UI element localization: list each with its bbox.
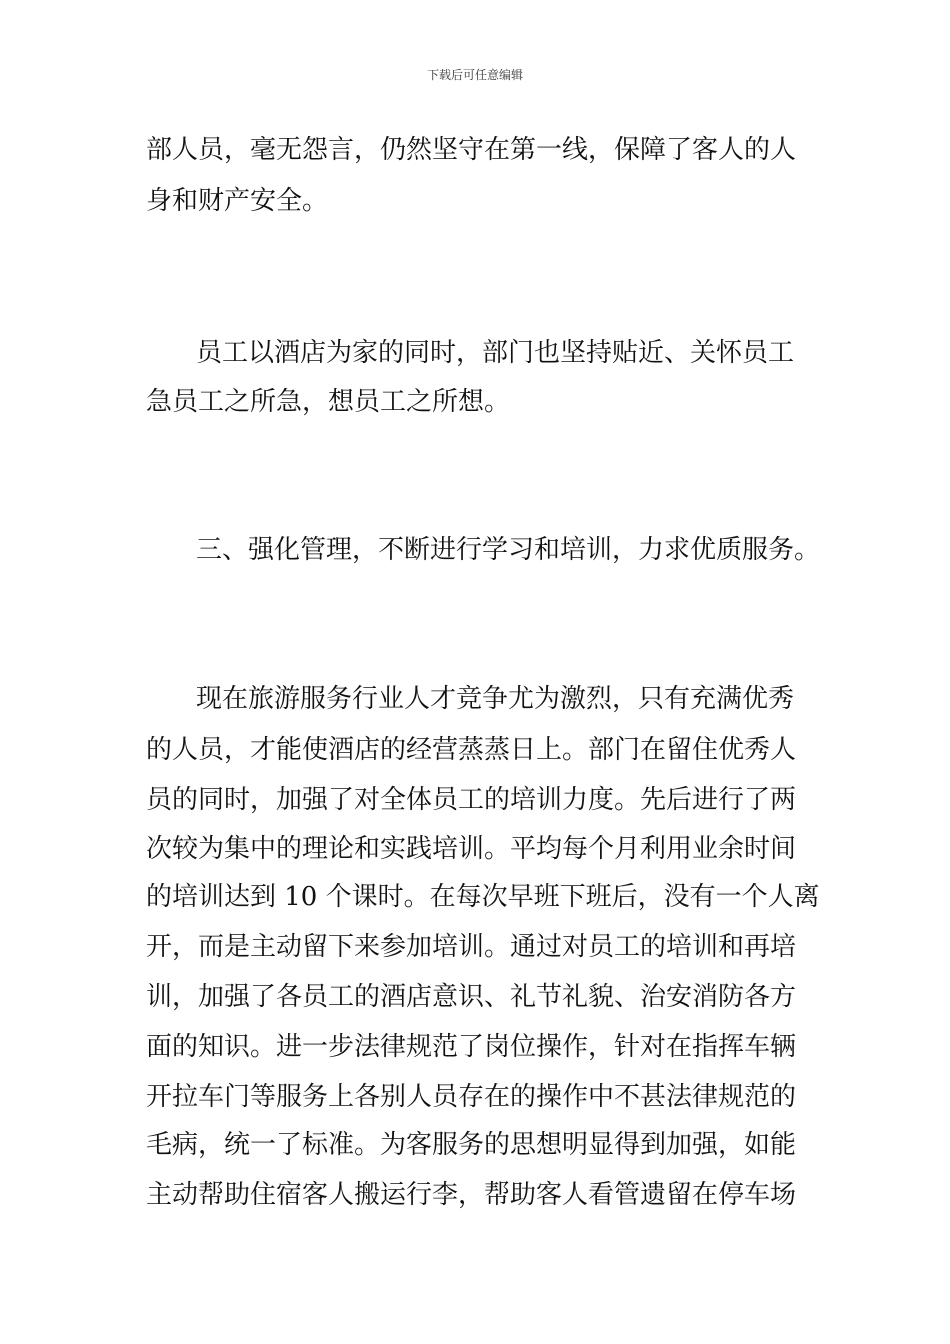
paragraph-4-line-1: 现在旅游服务行业人才竞争尤为激烈，只有充满优秀 — [196, 684, 795, 714]
page-header-note: 下载后可任意编辑 — [426, 68, 523, 82]
paragraph-4-line-9: 开拉车门等服务上各别人员存在的操作中不甚法律规范的 — [146, 1082, 797, 1112]
paragraph-1-line-2: 身和财产安全。 — [146, 186, 329, 216]
section-heading: 三、强化管理，不断进行学习和培训，力求优质服务。 — [196, 535, 821, 565]
paragraph-2-line-2: 急员工之所急，想员工之所想。 — [146, 387, 511, 417]
paragraph-4-line-8: 面的知识。进一步法律规范了岗位操作，针对在指挥车辆 — [146, 1032, 797, 1062]
paragraph-4-line-4: 次较为集中的理论和实践培训。平均每个月利用业余时间 — [146, 834, 797, 864]
paragraph-2-line-1: 员工以酒店为家的同时，部门也坚持贴近、关怀员工 — [196, 338, 795, 368]
paragraph-4-line-6: 开，而是主动留下来参加培训。通过对员工的培训和再培 — [146, 932, 797, 962]
paragraph-1-line-1: 部人员，毫无怨言，仍然坚守在第一线，保障了客人的人 — [146, 135, 797, 165]
paragraph-4-line-3: 员的同时，加强了对全体员工的培训力度。先后进行了两 — [146, 785, 797, 815]
paragraph-4-line-11: 主动帮助住宿客人搬运行李，帮助客人看管遗留在停车场 — [146, 1180, 797, 1210]
paragraph-4-line-2: 的人员，才能使酒店的经营蒸蒸日上。部门在留住优秀人 — [146, 735, 797, 765]
paragraph-4-line-7: 训，加强了各员工的酒店意识、礼节礼貌、治安消防各方 — [146, 982, 797, 1012]
paragraph-4-line-5: 的培训达到 10 个课时。在每次早班下班后，没有一个人离 — [146, 882, 820, 912]
paragraph-4-line-10: 毛病，统一了标准。为客服务的思想明显得到加强，如能 — [146, 1130, 797, 1160]
